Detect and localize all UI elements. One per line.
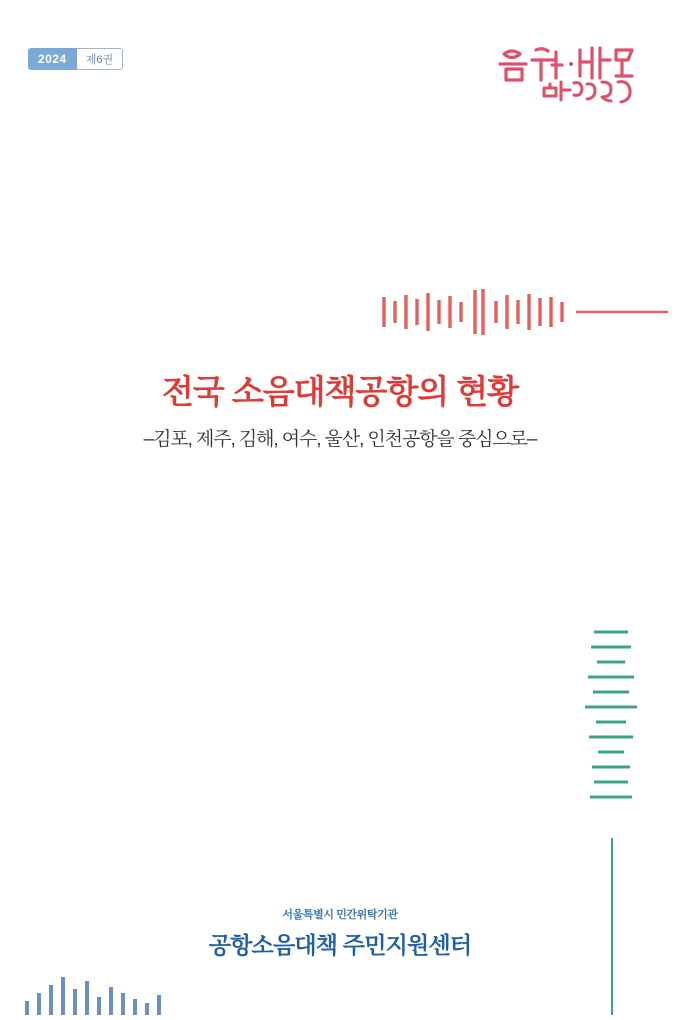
footer-center-name: 공항소음대책 주민지원센터 — [208, 932, 472, 958]
badge-year: 2024 — [28, 48, 77, 70]
seoul-brand-logo — [494, 40, 644, 104]
blue-waveform — [22, 967, 172, 1015]
brand-calligraphy-icon — [494, 40, 644, 104]
green-waveform — [560, 628, 660, 838]
page-title: 전국 소음대책공항의 현황 — [162, 373, 518, 410]
issue-badge — [28, 48, 123, 70]
red-waveform — [380, 282, 670, 342]
badge-volume: 제6권 — [77, 48, 123, 70]
footer-block — [0, 906, 680, 960]
footer-organization: 서울특별시 민간위탁기관 — [282, 909, 398, 921]
page-subtitle: –김포, 제주, 김해, 여수, 울산, 인천공항을 중심으로– — [143, 429, 537, 450]
